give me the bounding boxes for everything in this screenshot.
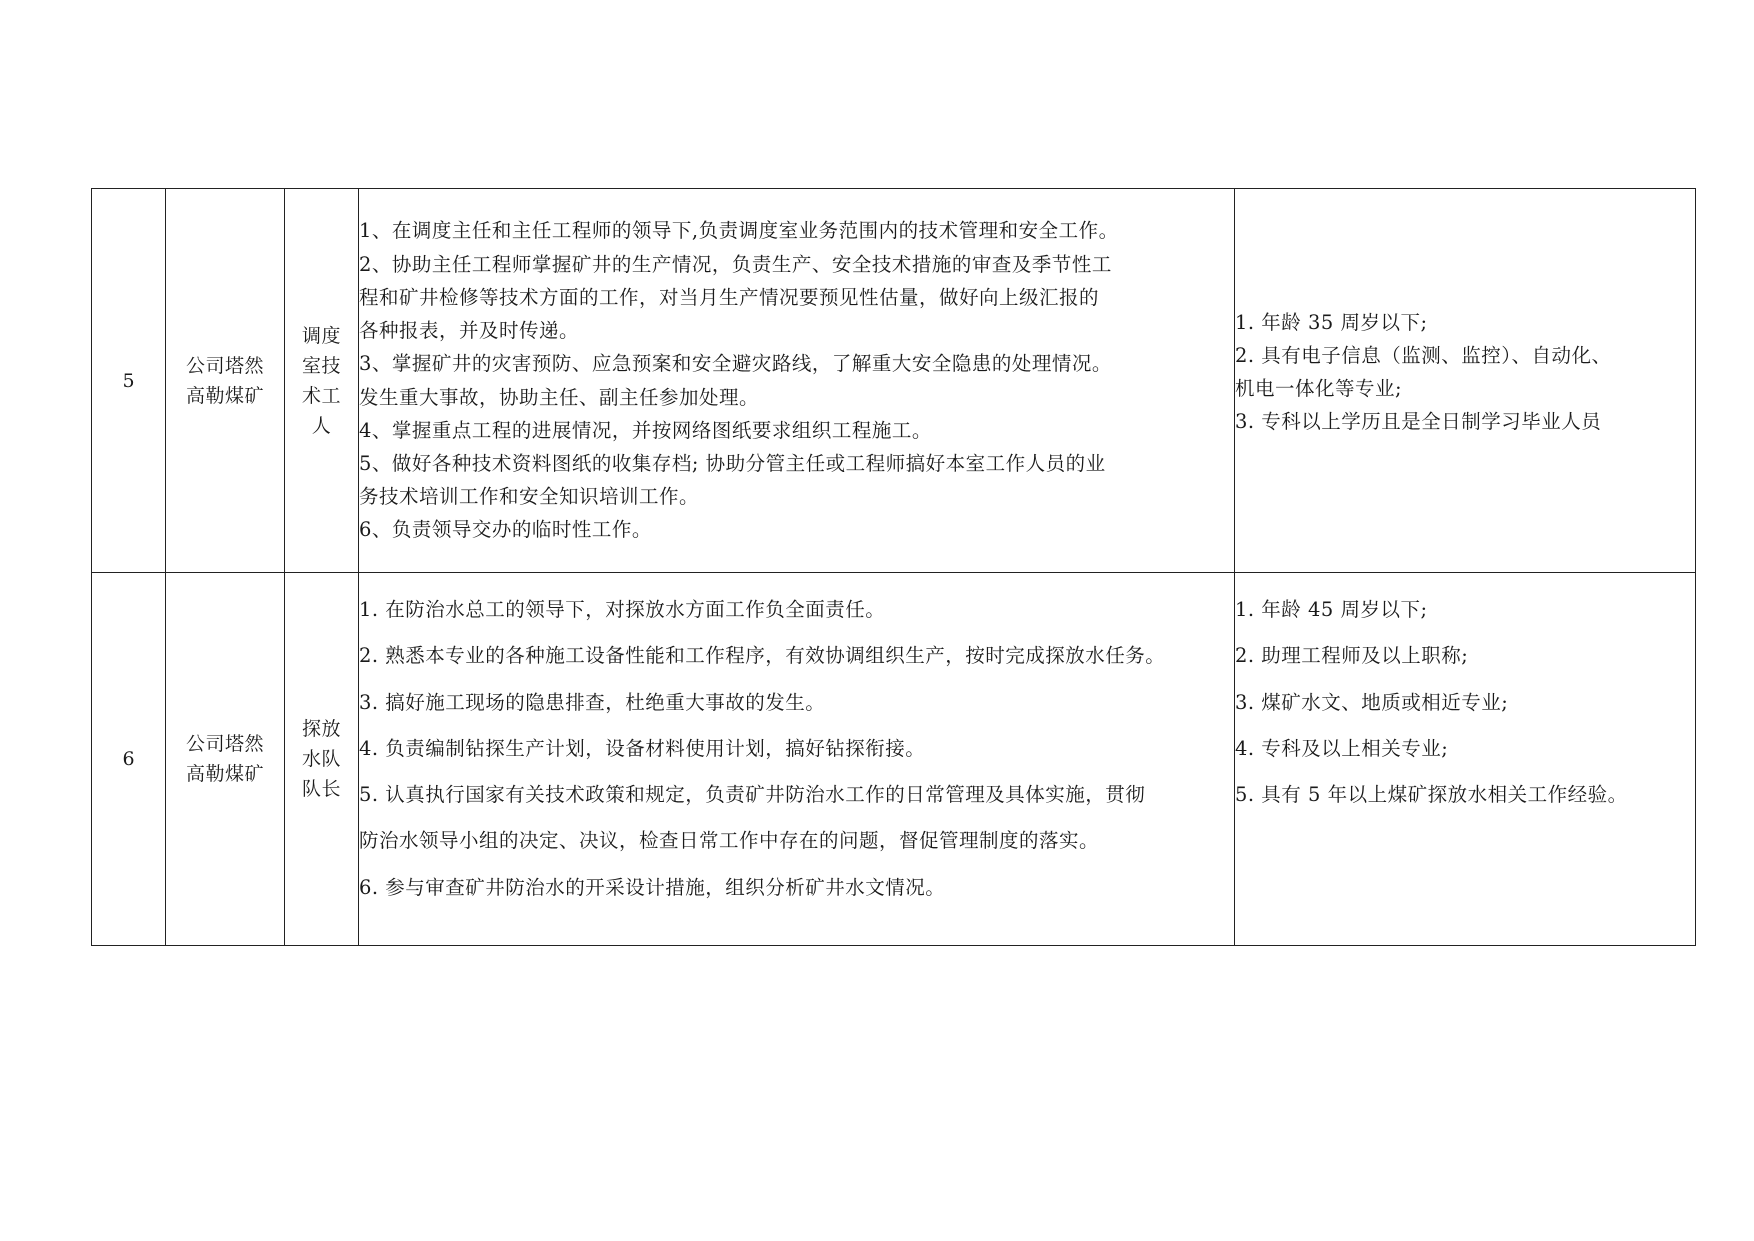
requirement-line: 机电一体化等专业;	[1235, 376, 1403, 400]
employer-unit: 公司塔然 高勒煤矿	[166, 573, 285, 946]
requirement-line: 2. 助理工程师及以上职称;	[1235, 644, 1469, 668]
job-duties	[359, 189, 1235, 573]
row-number: 5	[92, 189, 166, 573]
duty-line: 务技术培训工作和安全知识培训工作。	[359, 485, 700, 509]
duty-line: 发生重大事故，协助主任、副主任参加处理。	[359, 385, 760, 409]
duty-line: 各种报表，并及时传递。	[359, 319, 580, 343]
duty-line: 6、负责领导交办的临时性工作。	[359, 518, 652, 542]
table-row	[92, 573, 1696, 946]
duty-line: 4. 负责编制钻探生产计划，设备材料使用计划，搞好钻探衔接。	[359, 736, 926, 760]
duty-line: 3. 搞好施工现场的隐患排查，杜绝重大事故的发生。	[359, 690, 826, 714]
job-requirements	[1235, 189, 1696, 573]
requirement-line: 1. 年龄 35 周岁以下;	[1235, 310, 1428, 334]
duty-line: 2、协助主任工程师掌握矿井的生产情况，负责生产、安全技术措施的审查及季节性工	[359, 252, 1112, 276]
duty-line: 1、在调度主任和主任工程师的领导下,负责调度室业务范围内的技术管理和安全工作。	[359, 219, 1119, 243]
table-row	[92, 189, 1696, 573]
requirement-line: 3. 煤矿水文、地质或相近专业;	[1235, 690, 1509, 714]
requirement-line: 1. 年龄 45 周岁以下;	[1235, 598, 1428, 621]
requirement-line: 3. 专科以上学历且是全日制学习毕业人员	[1235, 409, 1602, 433]
position-title: 调度 室技 术工 人	[285, 189, 359, 573]
requirement-line: 5. 具有 5 年以上煤矿探放水相关工作经验。	[1235, 783, 1628, 807]
duty-line: 3、掌握矿井的灾害预防、应急预案和安全避灾路线，了解重大安全隐患的处理情况。	[359, 352, 1112, 376]
duty-line: 1. 在防治水总工的领导下，对探放水方面工作负全面责任。	[359, 598, 886, 621]
job-requirements	[1235, 573, 1696, 946]
job-requirements-table	[91, 188, 1696, 946]
requirement-line: 4. 专科及以上相关专业;	[1235, 736, 1449, 760]
employer-unit: 公司塔然 高勒煤矿	[166, 189, 285, 573]
row-number: 6	[92, 573, 166, 946]
duty-line: 5、做好各种技术资料图纸的收集存档; 协助分管主任或工程师搞好本室工作人员的业	[359, 451, 1106, 475]
duty-line: 4、掌握重点工程的进展情况，并按网络图纸要求组织工程施工。	[359, 418, 932, 442]
requirement-line: 2. 具有电子信息（监测、监控）、自动化、	[1235, 343, 1612, 367]
job-duties	[359, 573, 1235, 946]
duty-line: 2. 熟悉本专业的各种施工设备性能和工作程序，有效协调组织生产，按时完成探放水任务。	[359, 644, 1166, 668]
duty-line: 程和矿井检修等技术方面的工作，对当月生产情况要预见性估量，做好向上级汇报的	[359, 285, 1100, 309]
duty-line: 防治水领导小组的决定、决议，检查日常工作中存在的问题，督促管理制度的落实。	[359, 829, 1100, 853]
duty-line: 5. 认真执行国家有关技术政策和规定，负责矿井防治水工作的日常管理及具体实施，贯彻	[359, 783, 1146, 807]
position-title: 探放 水队 队长	[285, 573, 359, 946]
duty-line: 6. 参与审查矿井防治水的开采设计措施，组织分析矿井水文情况。	[359, 875, 946, 899]
